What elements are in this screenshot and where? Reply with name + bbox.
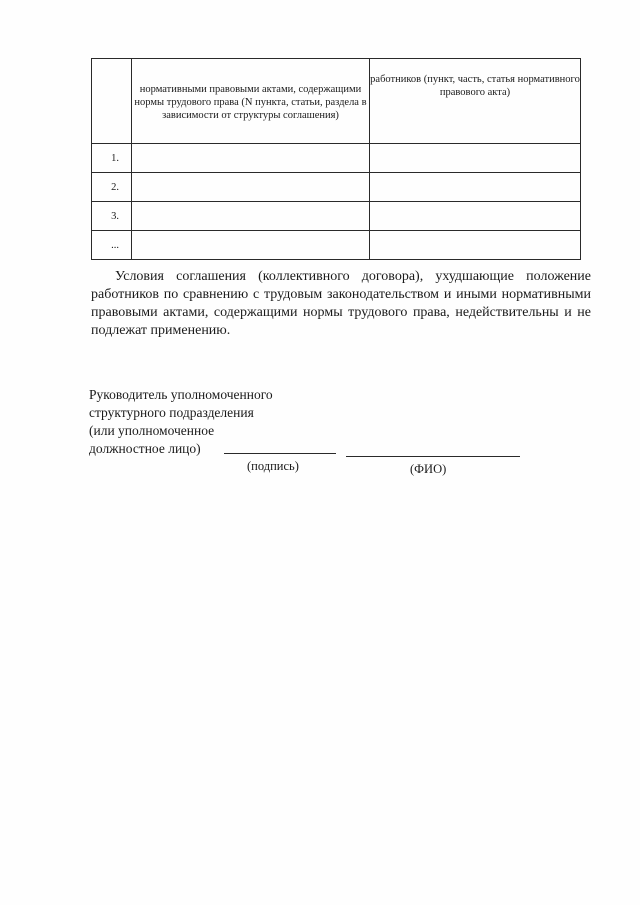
- header-cell-empty: [92, 59, 132, 144]
- row-number: 1.: [92, 144, 132, 173]
- row-number: 3.: [92, 202, 132, 231]
- table-cell: [132, 231, 370, 260]
- comparison-table: [91, 58, 581, 260]
- table-row: [92, 173, 581, 202]
- name-underline: [346, 456, 520, 457]
- row-number: 2.: [92, 173, 132, 202]
- table-cell: [132, 144, 370, 173]
- signatory-block: [89, 386, 309, 458]
- row-number: ...: [92, 231, 132, 260]
- table-cell: [370, 202, 581, 231]
- table-cell: [370, 144, 581, 173]
- signatory-line: (или уполномоченное: [89, 423, 215, 438]
- table-cell: [132, 202, 370, 231]
- table-row: [92, 202, 581, 231]
- table-row: [92, 231, 581, 260]
- table-cell: [132, 173, 370, 202]
- signatory-line: должностное лицо): [89, 441, 201, 456]
- conditions-paragraph: Условия соглашения (коллективного договора), ухудшающие положение работников по сравнению с трудовым законодательством и иными нормативными правовыми актами, содержащими нормы трудового права, недействительны и не подлежат применению.: [91, 269, 591, 338]
- name-caption: (ФИО): [410, 462, 447, 476]
- signature-caption: (подпись): [247, 459, 299, 473]
- signatory-line: Руководитель уполномоченного: [89, 387, 273, 402]
- table-cell: [370, 231, 581, 260]
- signature-underline: [224, 453, 336, 454]
- signatory-line: структурного подразделения: [89, 405, 254, 420]
- table-cell: [370, 173, 581, 202]
- table-header-row: [92, 59, 581, 144]
- header-cell-normative-acts: нормативными правовыми актами, содержащими нормы трудового права (N пункта, статьи, раздела в зависимости от структуры соглашения): [132, 59, 370, 144]
- header-cell-workers: работников (пункт, часть, статья нормативного правового акта): [370, 59, 581, 144]
- table-row: [92, 144, 581, 173]
